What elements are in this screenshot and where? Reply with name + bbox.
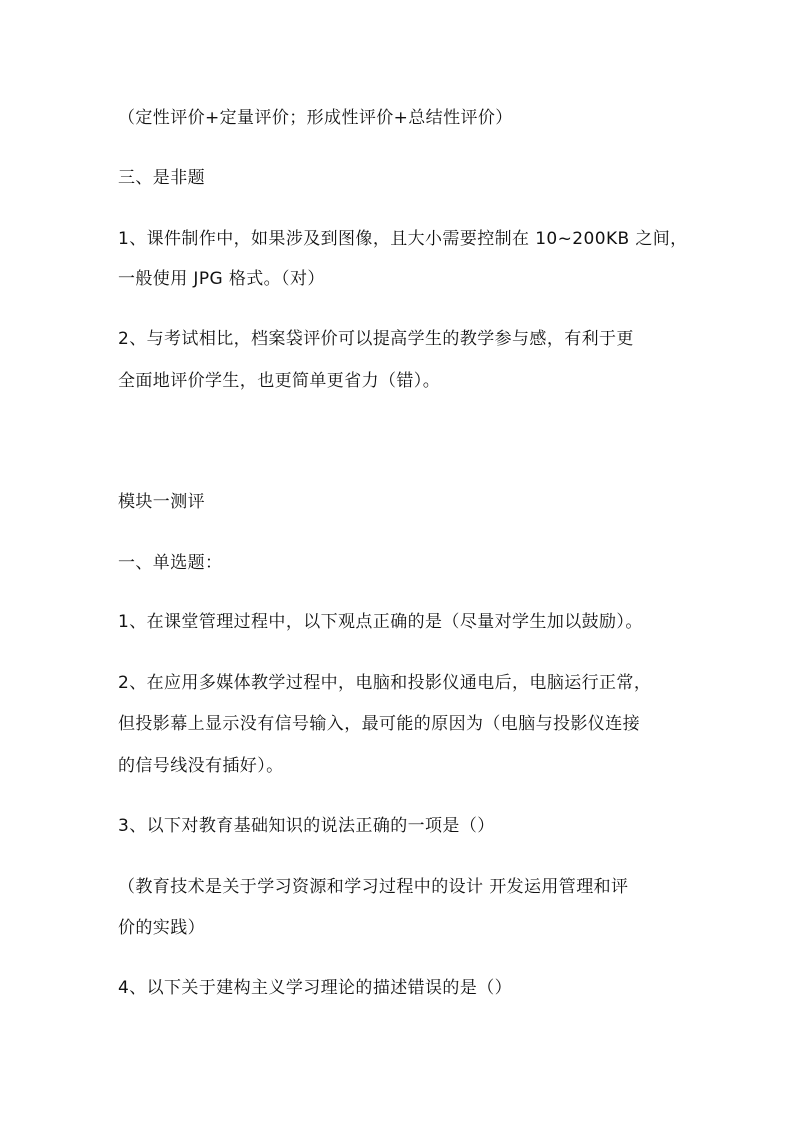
- mc-question-1: 1、在课堂管理过程中，以下观点正确的是（尽量对学生加以鼓励）。: [118, 612, 643, 632]
- mc-question-2-line-1: 2、在应用多媒体教学过程中，电脑和投影仪通电后，电脑运行正常，: [118, 673, 652, 693]
- mc-question-3-answer-line-2: 价的实践）: [118, 918, 205, 938]
- module-heading: 模块一测评: [118, 492, 205, 512]
- answer-line-evaluation-types: （定性评价+定量评价；形成性评价+总结性评价）: [118, 108, 513, 128]
- section-heading-single-choice: 一、单选题：: [118, 553, 223, 573]
- question-1-line-1: 1、课件制作中，如果涉及到图像，且大小需要控制在 10~200KB 之间，: [118, 229, 688, 249]
- mc-question-3-answer-line-1: （教育技术是关于学习资源和学习过程中的设计 开发运用管理和评: [118, 877, 629, 897]
- mc-question-3: 3、以下对教育基础知识的说法正确的一项是（）: [118, 816, 495, 836]
- mc-question-4: 4、以下关于建构主义学习理论的描述错误的是（）: [118, 978, 513, 998]
- mc-question-2-line-3: 的信号线没有插好）。: [118, 756, 284, 776]
- section-heading-true-false: 三、是非题: [118, 168, 205, 188]
- question-2-line-1: 2、与考试相比，档案袋评价可以提高学生的教学参与感，有利于更: [118, 329, 634, 349]
- mc-question-2-line-2: 但投影幕上显示没有信号输入，最可能的原因为（电脑与投影仪连接: [118, 714, 640, 734]
- question-1-line-2: 一般使用 JPG 格式。（对）: [118, 269, 325, 289]
- question-2-line-2: 全面地评价学生，也更简单更省力（错）。: [118, 371, 441, 391]
